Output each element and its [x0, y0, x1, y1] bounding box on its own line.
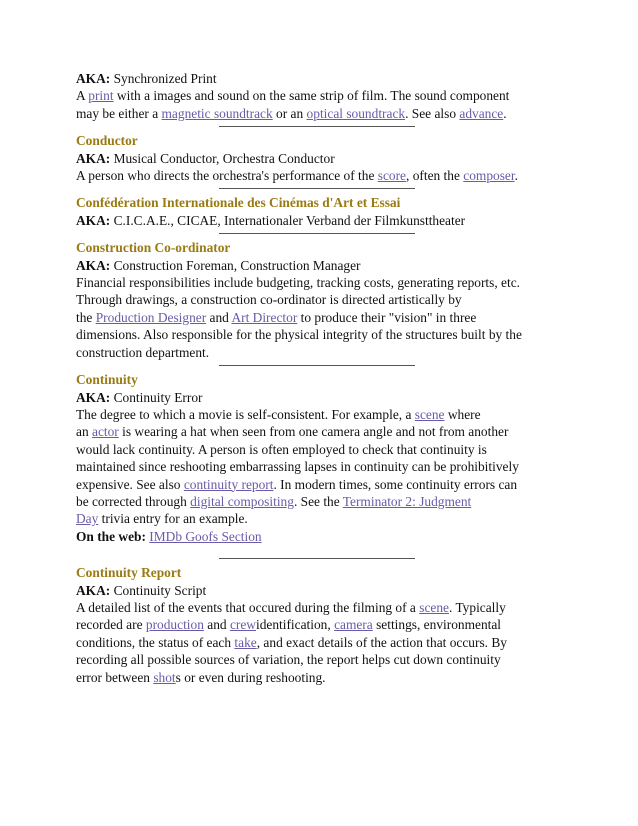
entry-divider	[219, 558, 415, 559]
definition-text: A detailed list of the events that occured during the filming of a	[76, 599, 420, 615]
glossary-link[interactable]: Production Designer	[95, 309, 207, 325]
definition-text: construction department.	[76, 344, 210, 360]
definition-text: to produce their "vision" in three	[297, 309, 477, 325]
glossary-link[interactable]: Terminator 2: Judgment	[342, 493, 472, 509]
definition-text: an	[76, 424, 92, 440]
definition-line	[76, 493, 576, 510]
definition-text: identification,	[255, 617, 335, 633]
aka-value: C.I.C.A.E., CICAE, Internationaler Verband der Filmkunsttheater	[113, 212, 466, 228]
aka-label: AKA:	[76, 582, 111, 598]
definition-text: error between	[76, 669, 154, 685]
definition-text: A person who directs the orchestra's performance of the	[76, 168, 378, 184]
glossary-link[interactable]: shot	[153, 669, 176, 685]
aka-label: AKA:	[76, 257, 111, 273]
glossary-link[interactable]: production	[145, 617, 204, 633]
glossary-link[interactable]: advance	[459, 105, 504, 121]
definition-line	[76, 105, 576, 122]
definition-line	[76, 441, 576, 458]
glossary-link[interactable]: magnetic soundtrack	[161, 105, 273, 121]
definition-text: expensive. See also	[76, 476, 184, 492]
definition-line	[76, 309, 576, 326]
aka-line	[76, 389, 576, 406]
aka-label: AKA:	[76, 150, 111, 166]
definition-text: conditions, the status of each	[76, 634, 235, 650]
definition-text: . See also	[405, 105, 460, 121]
glossary-link[interactable]: score	[377, 168, 406, 184]
aka-label: AKA:	[76, 212, 111, 228]
definition-text: , often the	[406, 168, 464, 184]
definition-text: where	[444, 406, 481, 422]
spacer	[76, 545, 576, 554]
definition-line	[76, 669, 576, 686]
aka-label: AKA:	[76, 389, 111, 405]
aka-line	[76, 582, 576, 599]
definition-text: .	[514, 168, 518, 184]
imdb-goofs-link[interactable]: IMDb Goofs Section	[149, 528, 262, 544]
definition-line	[76, 423, 576, 440]
definition-text: and	[203, 617, 230, 633]
entry-term: Continuity Report	[76, 565, 182, 581]
definition-text: . See the	[293, 493, 343, 509]
glossary-link[interactable]: scene	[414, 406, 445, 422]
definition-text: may be either a	[76, 105, 162, 121]
definition-line	[76, 344, 576, 361]
definition-text: trivia entry for an example.	[98, 511, 248, 527]
entry-divider	[219, 188, 415, 189]
definition-line	[76, 599, 576, 616]
definition-text: with a images and sound on the same strip of film. The sound component	[113, 88, 510, 104]
definition-text: the	[76, 309, 96, 325]
aka-value: Continuity Error	[113, 389, 203, 405]
entry-term: Continuity	[76, 372, 138, 388]
definition-text: Financial responsibilities include budgeting, tracking costs, generating reports, etc.	[76, 275, 521, 291]
glossary-page	[76, 70, 576, 686]
definition-text: . Typically	[448, 599, 506, 615]
definition-text: dimensions. Also responsible for the physical integrity of the structures built by the	[76, 327, 522, 343]
entry-term: Confédération Internationale des Cinémas d'Art et Essai	[76, 195, 401, 211]
aka-line	[76, 257, 576, 274]
glossary-link[interactable]: print	[88, 88, 114, 104]
glossary-link[interactable]: crew	[229, 617, 256, 633]
aka-line	[76, 212, 576, 229]
definition-line	[76, 167, 576, 184]
definition-text: be corrected through	[76, 493, 191, 509]
glossary-link[interactable]: continuity report	[183, 476, 274, 492]
glossary-link[interactable]: actor	[92, 424, 119, 440]
aka-label: AKA:	[76, 71, 111, 86]
on-the-web-label: On the web:	[76, 528, 146, 544]
glossary-link[interactable]: Art Director	[231, 309, 298, 325]
definition-text: s or even during reshooting.	[175, 669, 326, 685]
definition-line	[76, 291, 576, 308]
definition-line	[76, 406, 576, 423]
definition-line	[76, 326, 576, 343]
on-the-web-line	[76, 528, 576, 545]
definition-line	[76, 616, 576, 633]
definition-text: settings, environmental	[372, 617, 502, 633]
definition-text: The degree to which a movie is self-consistent. For example, a	[76, 406, 415, 422]
definition-text: and	[206, 309, 232, 325]
definition-text: A	[76, 88, 89, 104]
definition-line	[76, 87, 576, 104]
glossary-link[interactable]: optical soundtrack	[306, 105, 406, 121]
aka-value: Musical Conductor, Orchestra Conductor	[113, 150, 335, 166]
glossary-link[interactable]: camera	[334, 617, 373, 633]
aka-value: Continuity Script	[113, 582, 207, 598]
glossary-link[interactable]: take	[234, 634, 257, 650]
definition-text: , and exact details of the action that occurs. By	[256, 634, 507, 650]
definition-text: would lack continuity. A person is often employed to check that continuity is	[76, 441, 487, 457]
definition-line	[76, 476, 576, 493]
glossary-link[interactable]: scene	[419, 599, 449, 615]
glossary-link[interactable]: Day	[76, 511, 99, 527]
aka-line	[76, 70, 576, 87]
definition-text: Through drawings, a construction co-ordinator is directed artistically by	[76, 292, 462, 308]
definition-text: maintained since reshooting embarrassing lapses in continuity can be prohibitively	[76, 459, 519, 475]
entry-term: Construction Co-ordinator	[76, 240, 231, 256]
glossary-link[interactable]: digital compositing	[190, 493, 294, 509]
definition-line	[76, 634, 576, 651]
aka-value: Construction Foreman, Construction Manager	[113, 257, 361, 273]
definition-text: .	[503, 105, 507, 121]
entry-term: Conductor	[76, 133, 138, 149]
definition-text: or an	[272, 105, 307, 121]
definition-line	[76, 274, 576, 291]
definition-text: recorded are	[76, 617, 146, 633]
entry-divider	[219, 365, 415, 366]
entry-divider	[219, 233, 415, 234]
entry-divider	[219, 126, 415, 127]
definition-text: recording all possible sources of variation, the report helps cut down continuity	[76, 652, 501, 668]
aka-value: Synchronized Print	[113, 71, 217, 86]
glossary-link[interactable]: composer	[463, 168, 515, 184]
definition-text: is wearing a hat when seen from one camera angle and not from another	[118, 424, 509, 440]
definition-line	[76, 510, 576, 527]
definition-text: . In modern times, some continuity errors can	[273, 476, 518, 492]
definition-line	[76, 651, 576, 668]
definition-line	[76, 458, 576, 475]
aka-line	[76, 150, 576, 167]
